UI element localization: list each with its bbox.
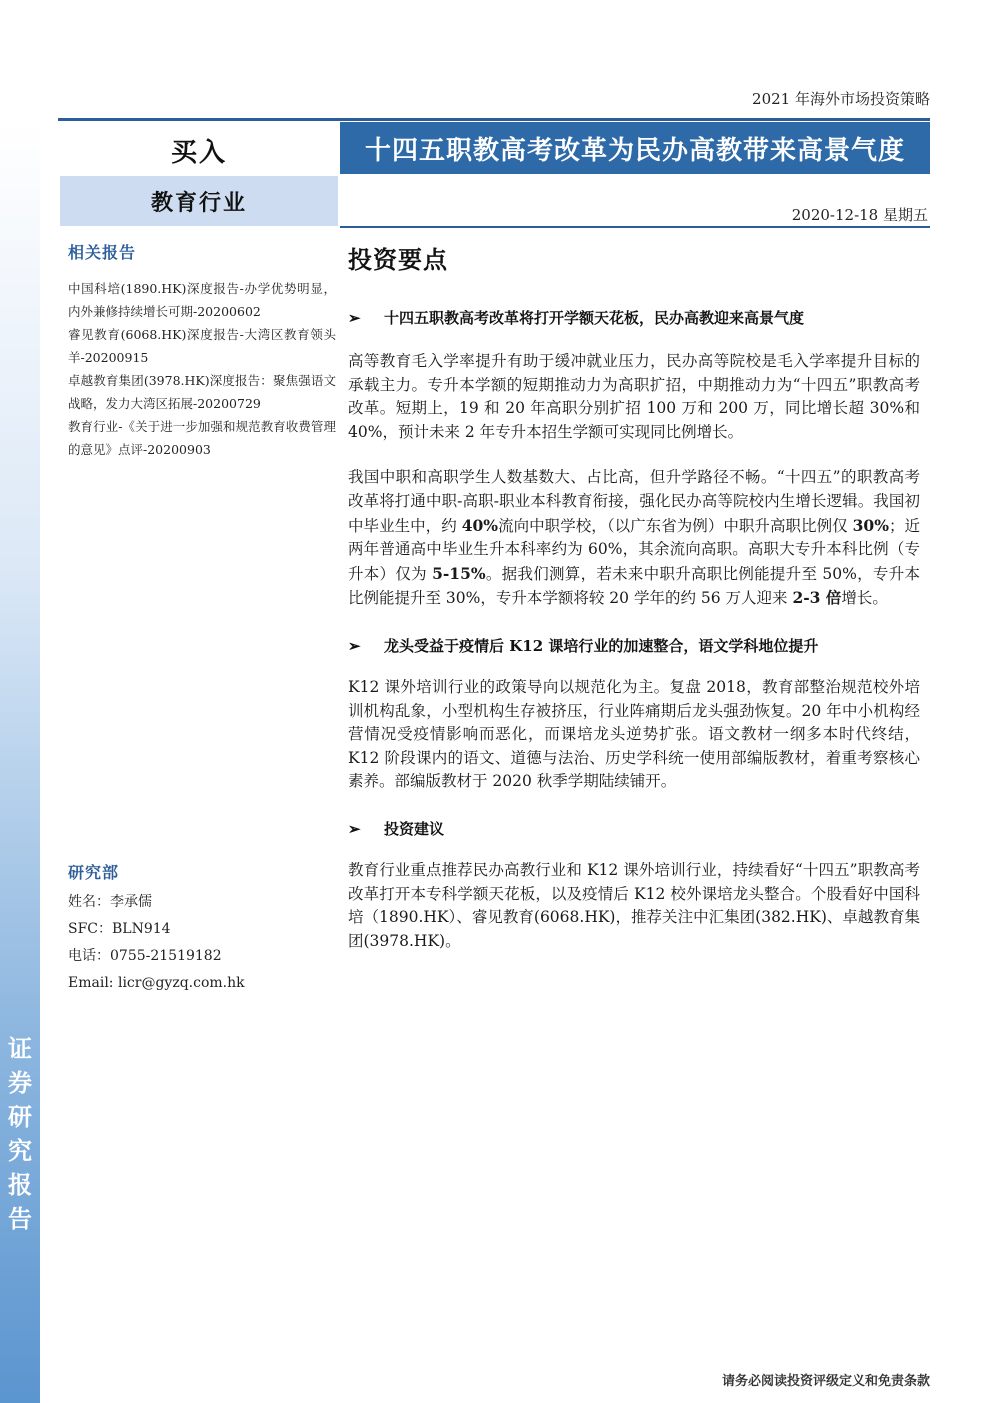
investment-highlights	[348, 240, 920, 953]
analyst-phone: 电话：0755-21519182	[68, 948, 222, 964]
vertical-char: 证	[8, 1034, 32, 1063]
research-section	[68, 860, 336, 997]
related-report-link[interactable]: 教育行业-《关于进一步加强和规范教育收费管理的意见》点评-20200903	[68, 419, 336, 457]
highlight-figure: 40%	[461, 515, 499, 535]
report-title: 十四五职教高考改革为民办高教带来高景气度	[340, 122, 930, 174]
related-report-link[interactable]: 中国科培(1890.HK)深度报告-办学优势明显，内外兼修持续增长可期-20200602	[68, 281, 336, 319]
related-reports-heading: 相关报告	[68, 243, 137, 262]
research-heading: 研究部	[68, 863, 120, 882]
arrow-icon: ➢	[348, 819, 361, 838]
bullet-text: 投资建议	[384, 819, 445, 838]
date-rule	[340, 226, 930, 228]
related-reports-list	[68, 277, 336, 461]
related-report-link[interactable]: 睿见教育(6068.HK)深度报告-大湾区教育领头羊-20200915	[68, 327, 336, 365]
bullet-text: 龙头受益于疫情后 K12 课培行业的加速整合，语文学科地位提升	[384, 636, 819, 655]
report-date: 2020-12-18 星期五	[791, 206, 928, 224]
paragraph-text: 我国中职和高职学生人数基数大、占比高，但升学路径不畅。“十四五”的职教高考改革将打通中职-高职-职业本科教育衔接，强化民办高等院校内生增长逻辑。我国初中毕业生中，约	[348, 468, 920, 535]
paragraph-text: 流向中职学校，（以广东省为例）中职升高职比例仅	[498, 516, 853, 535]
paragraph: 高等教育毛入学率提升有助于缓冲就业压力，民办高等院校是毛入学率提升目标的承载主力。专升本学额的短期推动力为高职扩招，中期推动力为“十四五”职教高考改革。短期上，19 和 20 年高职分别扩招 100 万和 200 万，同比增长超 30%和 40%，预计未来 2 年专升本招生学额可实现同比例增长。	[348, 352, 920, 441]
paragraph	[348, 466, 920, 611]
vertical-char: 研	[8, 1102, 32, 1131]
vertical-label	[0, 1032, 40, 1236]
highlight-figure: 2-3 倍	[792, 588, 842, 608]
contact-block	[68, 889, 336, 997]
paragraph: 教育行业重点推荐民办高教行业和 K12 课外培训行业，持续看好“十四五”职教高考改革打开本专科学额天花板，以及疫情后 K12 校外课培龙头整合。个股看好中国科培（1890.HK）、睿见教育(6068.HK)，推荐关注中汇集团(382.HK)、卓越教育集团(3978.HK)。	[348, 860, 920, 950]
vertical-char: 报	[8, 1170, 32, 1199]
bullet-heading	[348, 818, 920, 839]
analyst-email[interactable]: Email: licr@gyzq.com.hk	[68, 975, 245, 991]
highlight-figure: 5-15%	[432, 563, 486, 583]
arrow-icon: ➢	[348, 309, 361, 327]
analyst-name: 姓名：李承儒	[68, 894, 152, 910]
header-rule	[58, 118, 930, 121]
paragraph: K12 课外培训行业的政策导向以规范化为主。复盘 2018，教育部整治规范校外培训机构乱象，小型机构生存被挤压，行业阵痛期后龙头强劲恢复。20 年中小机构经营情况受疫情影响而恶化，而课培龙头逆势扩张。语文教材一纲多本时代终结，K12 阶段课内的语文、道德与法治、历史学科统一使用部编版教材，着重考察核心素养。部编版教材于 2020 秋季学期陆续铺开。	[348, 677, 920, 791]
report-series: 2021 年海外市场投资策略	[752, 90, 930, 108]
industry-label: 教育行业	[60, 176, 338, 226]
paragraph-text: ；近两年普通高中毕业生升本科率约为 60%，其余流向高职。高职大专升本科比例（专升本）仅为	[348, 516, 920, 583]
disclaimer-note: 请务必阅读投资评级定义和免责条款	[721, 1374, 930, 1389]
analyst-sfc: SFC：BLN914	[68, 921, 171, 937]
vertical-char: 究	[8, 1136, 32, 1165]
highlight-figure: 30%	[852, 515, 889, 535]
paragraph-text: 。据我们测算，若未来中职升高职比例能提升至 50%，专升本比例能提升至 30%，专升本学额将较 20 学年的约 56 万人迎来	[348, 564, 920, 608]
section-title: 投资要点	[348, 245, 448, 274]
arrow-icon: ➢	[348, 636, 361, 655]
bullet-text: 十四五职教高考改革将打开学额天花板，民办高教迎来高景气度	[384, 309, 805, 327]
rating-badge: 买入	[170, 137, 227, 168]
related-reports-section	[68, 240, 336, 461]
vertical-char: 券	[8, 1068, 32, 1097]
bullet-heading	[348, 307, 920, 328]
paragraph-text: 增长。	[841, 589, 888, 608]
vertical-char: 告	[8, 1204, 32, 1233]
related-report-link[interactable]: 卓越教育集团(3978.HK)深度报告：聚焦强语文战略，发力大湾区拓展-20200729	[68, 373, 336, 411]
bullet-heading	[348, 635, 920, 656]
